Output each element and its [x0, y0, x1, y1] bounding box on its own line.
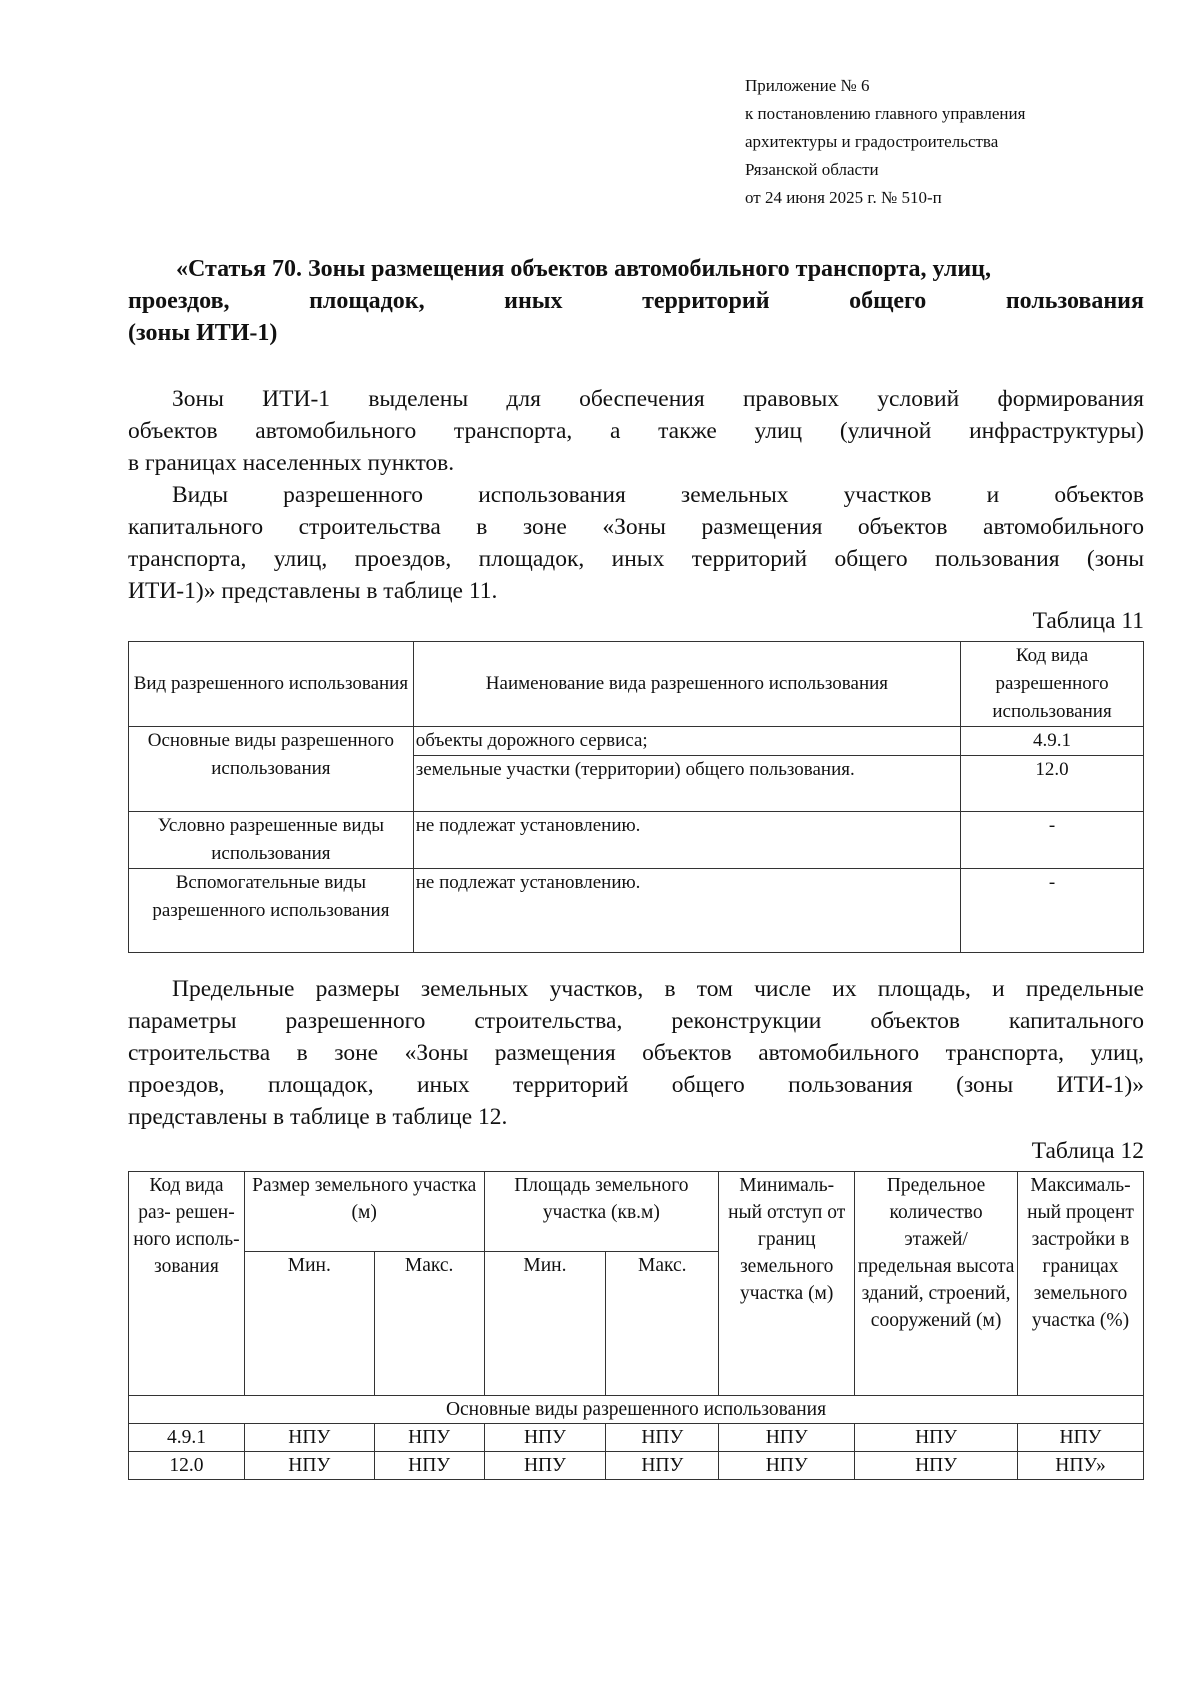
text-line: транспорта, улиц, проездов, площадок, иных территорий общего пользования (зоны — [128, 546, 1144, 572]
header-line: от 24 июня 2025 г. № 510-п — [745, 188, 942, 207]
table-cell: НПУ — [606, 1452, 719, 1480]
title-line: (зоны ИТИ-1) — [128, 320, 278, 346]
column-header: Наименование вида разрешенного использования — [413, 642, 960, 727]
column-subheader: Мин. — [244, 1252, 374, 1396]
table-cell: НПУ — [484, 1452, 606, 1480]
text-line: капитального строительства в зоне «Зоны размещения объектов автомобильного — [128, 514, 1144, 540]
section-row: Основные виды разрешенного использования — [129, 1396, 1144, 1424]
table-cell: НПУ — [719, 1424, 855, 1452]
text-line: проездов, площадок, иных территорий общего пользования (зоны ИТИ-1)» — [128, 1072, 1144, 1098]
column-subheader: Мин. — [484, 1252, 606, 1396]
text-line: Зоны ИТИ-1 выделены для обеспечения правовых условий формирования — [172, 386, 1144, 412]
text-line: строительства в зоне «Зоны размещения объектов автомобильного транспорта, улиц, — [128, 1040, 1144, 1066]
table-cell: 4.9.1 — [961, 727, 1144, 756]
column-header: Код вида раз- решен- ного исполь- зования — [129, 1172, 245, 1396]
column-header: Предельное количество этажей/ предельная высота зданий, строений, сооружений (м) — [855, 1172, 1018, 1396]
group-label: Вспомогательные виды разрешенного использования — [129, 869, 414, 953]
text-line: в границах населенных пунктов. — [128, 450, 455, 476]
header-line: Рязанской области — [745, 160, 879, 179]
table-cell: 12.0 — [129, 1452, 245, 1480]
table-cell: НПУ» — [1018, 1452, 1144, 1480]
column-subheader: Макс. — [606, 1252, 719, 1396]
table-cell: - — [961, 812, 1144, 869]
table-cell: НПУ — [606, 1424, 719, 1452]
text-line: объектов автомобильного транспорта, а также улиц (уличной инфраструктуры) — [128, 418, 1144, 444]
text-line: ИТИ-1)» представлены в таблице 11. — [128, 578, 498, 604]
group-label: Основные виды разрешенного использования — [129, 727, 414, 812]
table-cell: НПУ — [244, 1452, 374, 1480]
table12-caption: Таблица 12 — [1031, 1138, 1144, 1164]
table-cell: НПУ — [855, 1452, 1018, 1480]
appendix-header — [745, 72, 1025, 212]
table-cell: НПУ — [719, 1452, 855, 1480]
column-header: Минималь- ный отступ от границ земельного участка (м) — [719, 1172, 855, 1396]
title-line: «Статья 70. Зоны размещения объектов автомобильного транспорта, улиц, — [176, 256, 991, 282]
paragraph-table11-ref — [128, 479, 1144, 607]
text-line: параметры разрешенного строительства, реконструкции объектов капитального — [128, 1008, 1144, 1034]
table-cell: - — [961, 869, 1144, 953]
text-line: Виды разрешенного использования земельных участков и объектов — [172, 482, 1144, 508]
table-row — [129, 1452, 1144, 1480]
header-line: архитектуры и градостроительства — [745, 132, 999, 151]
text-line: представлены в таблице в таблице 12. — [128, 1104, 508, 1130]
header-line: Приложение № 6 — [745, 76, 870, 95]
column-header: Код вида разрешенного использования — [961, 642, 1144, 727]
table-cell: не подлежат установлению. — [413, 869, 960, 953]
table-12 — [128, 1171, 1144, 1480]
table-cell: объекты дорожного сервиса; — [413, 727, 960, 756]
header-line: к постановлению главного управления — [745, 104, 1026, 123]
group-label: Условно разрешенные виды использования — [129, 812, 414, 869]
paragraph-table12-ref — [128, 973, 1144, 1133]
table-cell: 4.9.1 — [129, 1424, 245, 1452]
table11-caption: Таблица 11 — [1032, 608, 1144, 634]
table-cell: НПУ — [374, 1452, 484, 1480]
column-header: Вид разрешенного использования — [129, 642, 414, 727]
title-line: проездов, площадок, иных территорий общего пользования — [128, 288, 1144, 314]
table-cell: НПУ — [484, 1424, 606, 1452]
article-title — [128, 253, 1144, 349]
column-header: Размер земельного участка (м) — [244, 1172, 484, 1252]
table-cell: 12.0 — [961, 756, 1144, 812]
table-cell: НПУ — [1018, 1424, 1144, 1452]
column-header: Максималь- ный процент застройки в границах земельного участка (%) — [1018, 1172, 1144, 1396]
table-cell: НПУ — [244, 1424, 374, 1452]
table-cell: НПУ — [855, 1424, 1018, 1452]
column-subheader: Макс. — [374, 1252, 484, 1396]
table-cell: не подлежат установлению. — [413, 812, 960, 869]
column-header: Площадь земельного участка (кв.м) — [484, 1172, 719, 1252]
table-cell: земельные участки (территории) общего пользования. — [413, 756, 960, 812]
table-11 — [128, 641, 1144, 953]
paragraph-intro — [128, 383, 1144, 479]
text-line: Предельные размеры земельных участков, в том числе их площадь, и предельные — [172, 976, 1144, 1002]
table-cell: НПУ — [374, 1424, 484, 1452]
table-row — [129, 1424, 1144, 1452]
